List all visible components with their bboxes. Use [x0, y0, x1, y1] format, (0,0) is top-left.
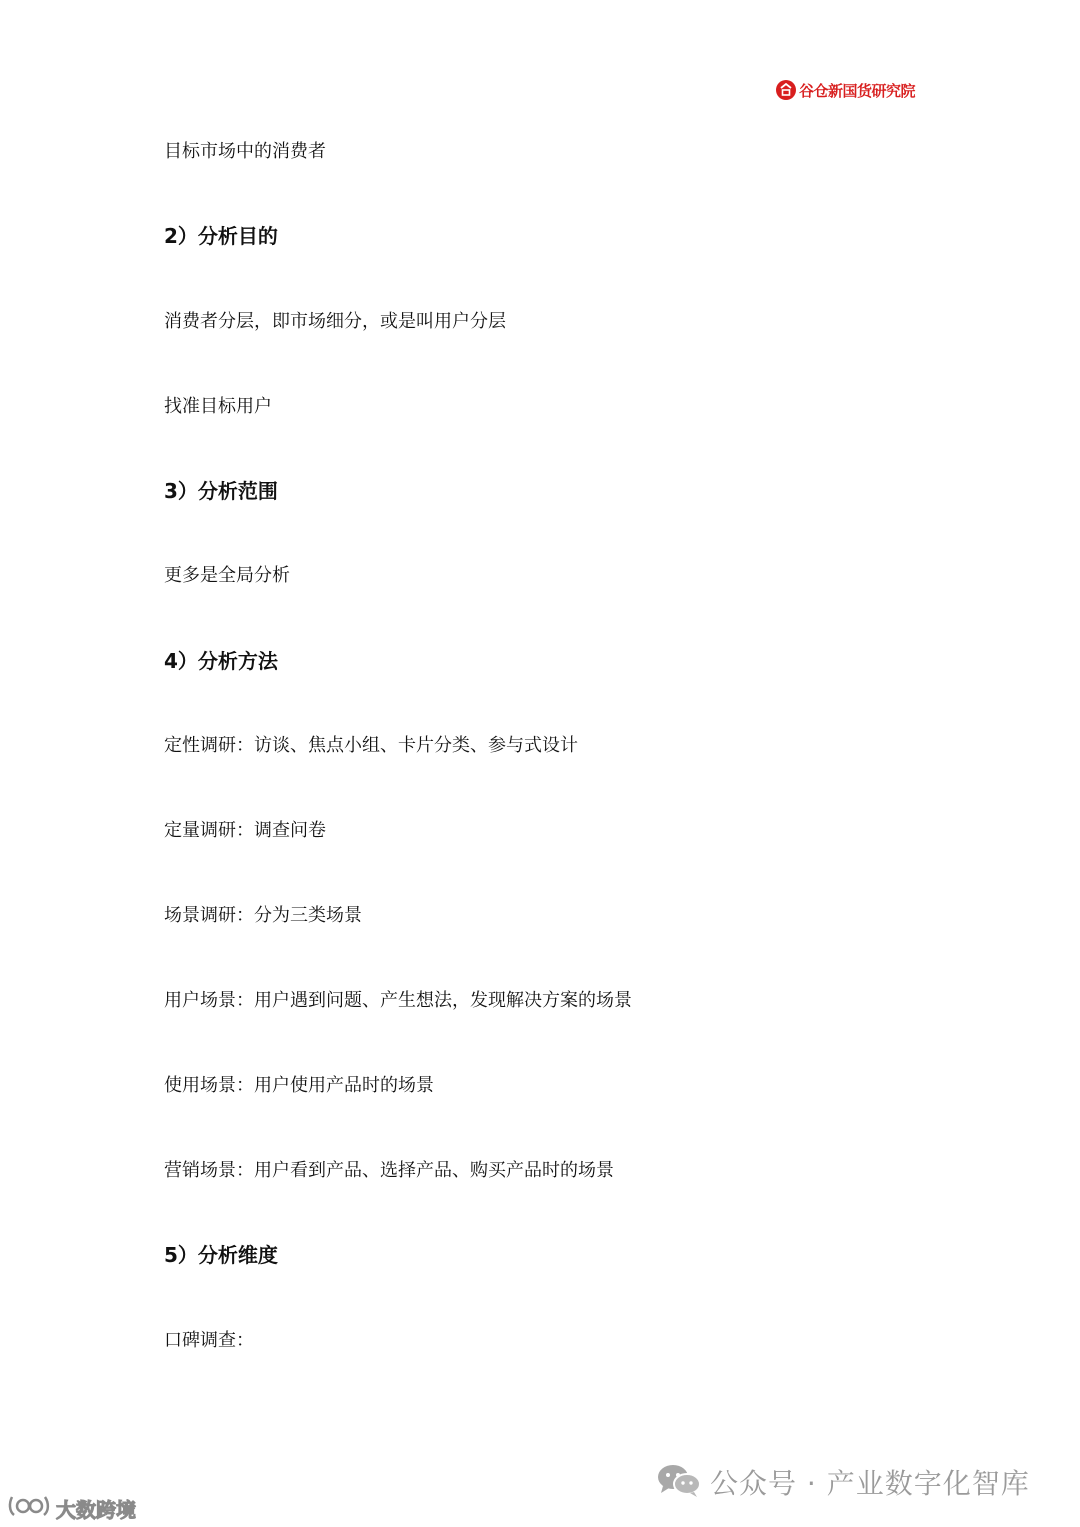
body-text: 用户场景：用户遇到问题、产生想法，发现解决方案的场景	[164, 990, 632, 1011]
section-heading: 5）分析维度	[164, 1243, 278, 1267]
body-text: 营销场景：用户看到产品、选择产品、购买产品时的场景	[164, 1160, 614, 1181]
body-text: 使用场景：用户使用产品时的场景	[164, 1075, 434, 1096]
body-text: 目标市场中的消费者	[164, 141, 326, 162]
body-text: 消费者分层，即市场细分，或是叫用户分层	[164, 311, 506, 332]
brand-logo	[776, 78, 915, 102]
watermark-wechat	[656, 1460, 1030, 1504]
watermark-dashu-text: 大数跨境	[56, 1497, 136, 1522]
section-heading: 4）分析方法	[164, 649, 278, 673]
body-text: 更多是全局分析	[164, 565, 290, 586]
body-text: 口碑调查：	[164, 1330, 254, 1351]
section-heading: 2）分析目的	[164, 224, 278, 248]
watermark-dashu	[8, 1494, 136, 1522]
body-text: 场景调研：分为三类场景	[164, 905, 362, 926]
brand-logo-text: 谷仓新国货研究院	[799, 81, 916, 100]
body-text: 找准目标用户	[164, 396, 272, 417]
wechat-icon	[656, 1462, 702, 1502]
body-text: 定量调研：调查问卷	[164, 820, 326, 841]
dashu-logo-icon	[8, 1493, 50, 1523]
section-heading: 3）分析范围	[164, 479, 278, 503]
body-text: 定性调研：访谈、焦点小组、卡片分类、参与式设计	[164, 735, 578, 756]
watermark-wechat-text: 公众号 · 产业数字化智库	[710, 1467, 1030, 1500]
brand-logo-icon	[776, 80, 796, 100]
